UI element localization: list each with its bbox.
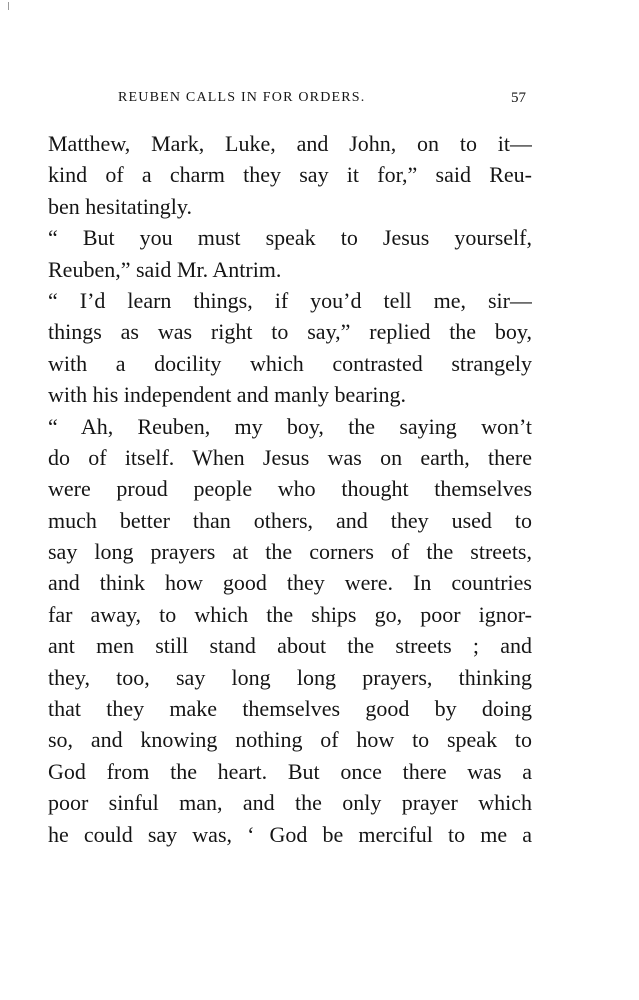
text-line: with a docility which contrasted strangely <box>48 350 532 376</box>
corner-mark <box>8 2 15 10</box>
text-line: they, too, say long long prayers, thinking <box>48 664 532 690</box>
text-line: “ Ah, Reuben, my boy, the saying won’t <box>48 413 532 439</box>
text-line: things as was right to say,” replied the boy, <box>48 319 532 345</box>
text-line: “ I’d learn things, if you’d tell me, sir— <box>48 287 532 313</box>
text-line: so, and knowing nothing of how to speak to <box>48 727 532 753</box>
text-line: Reuben,” said Mr. Antrim. <box>48 256 282 282</box>
text-line: ben hesitatingly. <box>48 193 192 219</box>
text-line: far away, to which the ships go, poor ignor- <box>48 601 532 627</box>
page-header <box>48 90 532 112</box>
text-line: kind of a charm they say it for,” said Reu- <box>48 162 532 188</box>
text-line: and think how good they were. In countries <box>48 570 532 596</box>
body-text <box>48 128 532 850</box>
text-line: were proud people who thought themselves <box>48 476 532 502</box>
text-line: God from the heart. But once there was a <box>48 758 532 784</box>
text-line: he could say was, ‘ God be merciful to me a <box>48 821 532 847</box>
text-line: poor sinful man, and the only prayer which <box>48 790 532 816</box>
text-line: do of itself. When Jesus was on earth, there <box>48 444 532 470</box>
text-line: that they make themselves good by doing <box>48 696 532 722</box>
text-line: say long prayers at the corners of the streets, <box>48 539 532 565</box>
text-line: with his independent and manly bearing. <box>48 382 407 408</box>
text-line: ant men still stand about the streets ; and <box>48 633 532 659</box>
text-line: “ But you must speak to Jesus yourself, <box>48 225 532 251</box>
page-number: 57 <box>511 90 526 106</box>
text-line: much better than others, and they used to <box>48 507 532 533</box>
text-line: Matthew, Mark, Luke, and John, on to it— <box>48 131 532 156</box>
running-title: REUBEN CALLS IN FOR ORDERS. <box>118 90 366 105</box>
